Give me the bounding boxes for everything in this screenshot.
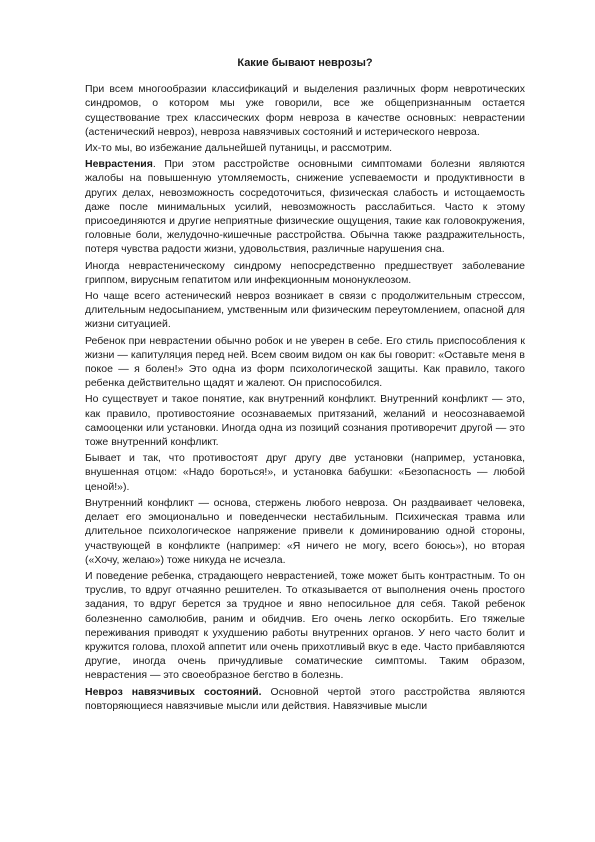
section-heading-ocd: Невроз навязчивых состояний. — [85, 685, 262, 698]
document-page — [85, 56, 525, 715]
paragraph: Ребенок при неврастении обычно робок и не уверен в себе. Его стиль приспособления к жизни — капитуляция перед ней. Всем своим видом он как бы говорит: «Оставьте меня в покое — я болен!» Это одна из форм психологической защиты. Как правило, такого ребенка действительно щадят и жалеют. Он приспособился. — [85, 334, 525, 390]
section-heading-neurasthenia: Неврастения — [85, 158, 153, 171]
paragraph: Их-то мы, во избежание дальнейшей путаницы, и рассмотрим. — [85, 142, 393, 155]
paragraph: Но существует и такое понятие, как внутренний конфликт. Внутренний конфликт — это, как правило, противостояние осознаваемых притязаний, желаний и неосознаваемой самооценки или установки. Иногда одна из позиций сознания противоречит другой — это тоже внутренний конфликт. — [85, 393, 525, 449]
paragraph: Внутренний конфликт — основа, стержень любого невроза. Он раздваивает человека, делает его эмоционально и поведенчески нестабильным. Психическая травма или длительное психологическое напряжение привели к доминированию одной стороны, участвующей в конфликте (например: «Я ничего не могу, всего боюсь»), но вторая («Хочу, желаю») тоже никуда не исчезла. — [85, 496, 525, 566]
document-title: Какие бывают неврозы? — [237, 57, 373, 69]
paragraph-ocd: Невроз навязчивых состояний. Основной чертой этого расстройства являются повторяющиеся навязчивые мысли или действия. Навязчивые мысли — [85, 685, 526, 712]
paragraph: При всем многообразии классификаций и выделения различных форм невротических синдромов, о котором мы уже говорили, все же общепризнанным остается существование трех классических форм невроза в качестве основных: неврастении (астенический невроз), невроза навязчивых состояний и истерического невроза. — [85, 83, 525, 138]
paragraph: Иногда неврастеническому синдрому непосредственно предшествует заболевание гриппом, вирусным гепатитом или инфекционным мононуклеозом. — [85, 259, 525, 286]
paragraph: И поведение ребенка, страдающего неврастенией, тоже может быть контрастным. То он труслив, то вдруг отчаянно решителен. То отказывается от выполнения очень простого задания, то вдруг берется за трудное и явно непосильное для себя. Такой ребенок болезненно самолюбив, раним и обидчив. Его очень легко оскорбить. Его тяжелые переживания приводят к ухудшению работы внутренних органов. У него часто болит и кружится голова, плохой аппетит или очень прихотливый вкус в еде. Часто прибавляются другие, иногда очень причудливые соматические симптомы. Таким образом, неврастения — это своеобразное бегство в болезнь. — [85, 569, 525, 682]
paragraph: Бывает и так, что противостоят друг другу две установки (например, установка, внушенная отцом: «Надо бороться!», и установка бабушки: «Безопасность — любой ценой!»). — [85, 452, 525, 493]
paragraph-neurasthenia: Неврастения. При этом расстройстве основными симптомами болезни являются жалобы на повышенную утомляемость, снижение успеваемости и продуктивности в других делах, невозможность сосредоточиться, физическая слабость и истощаемость даже после минимальных усилий, невозможность расслабиться. Часто к этому присоединяются и другие неприятные физические ощущения, такие как головокружения, головные боли, желудочно-кишечные расстройства. Обычна также раздражительность, потеря чувства радости жизни, удовольствия, различные нарушения сна. — [85, 158, 525, 256]
paragraph: Но чаще всего астенический невроз возникает в связи с продолжительным стрессом, длительным недосыпанием, умственным или физическим переутомлением, опасной для жизни ситуацией. — [85, 290, 525, 331]
